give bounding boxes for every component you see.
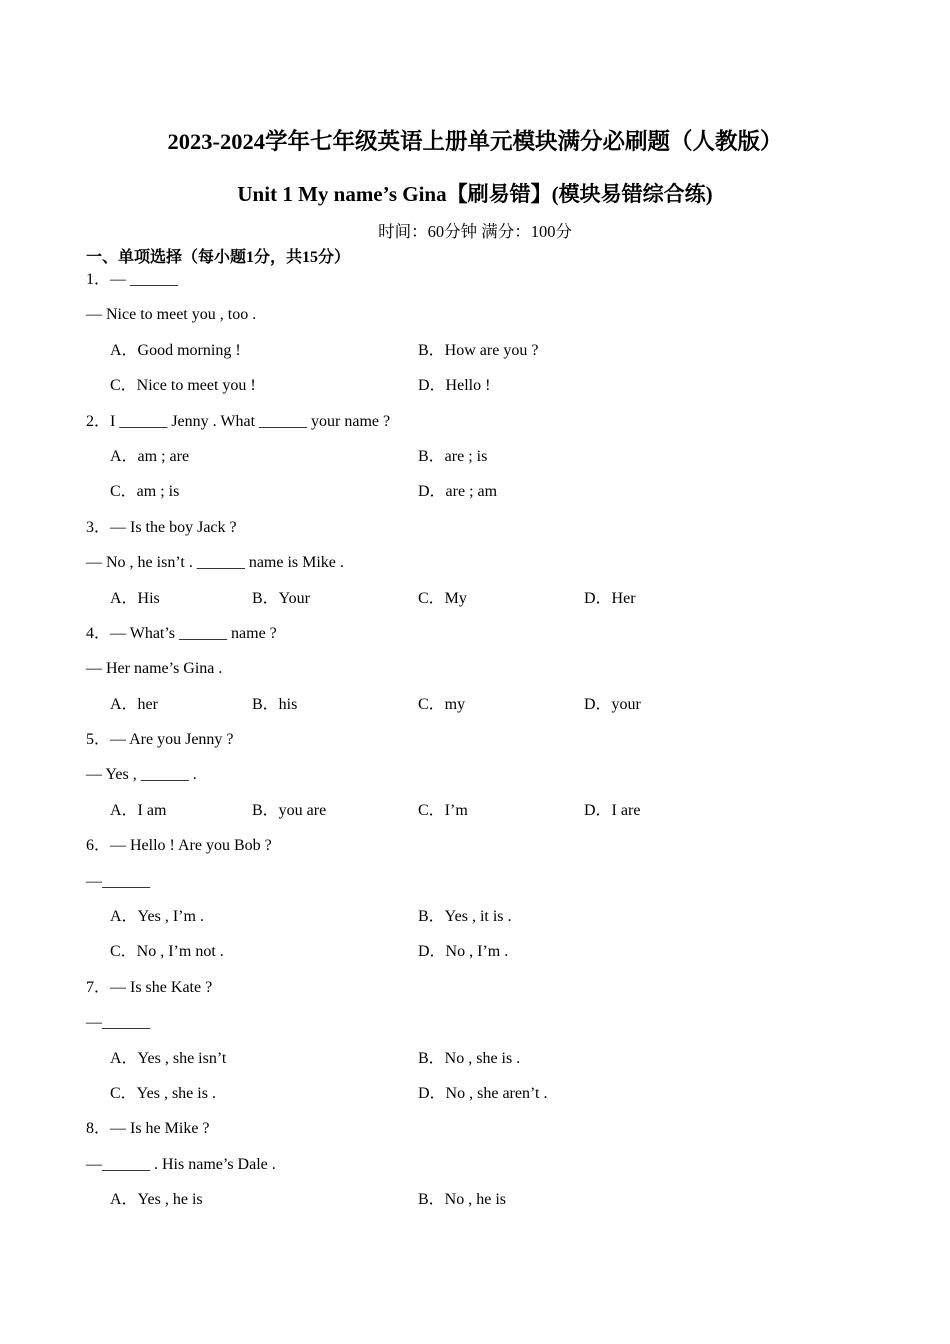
question-stem: 3．— Is the boy Jack ? — [86, 518, 237, 536]
option-row — [86, 1182, 886, 1217]
answer-option: B．his — [252, 695, 298, 713]
answer-option: A．am ; are — [110, 447, 190, 465]
answer-option: D．your — [584, 695, 641, 713]
answer-option: C．Nice to meet you ! — [110, 377, 256, 395]
section-title: 一、单项选择（每小题1分，共15分） — [86, 249, 351, 266]
answer-option: C．I’m — [418, 801, 468, 819]
option-row — [86, 1041, 886, 1076]
answer-option: A．I am — [110, 801, 167, 819]
question-2 — [86, 404, 886, 510]
document-subtitle: Unit 1 My name’s Gina【刷易错】(模块易错综合练) — [237, 182, 713, 206]
answer-option: C．My — [418, 589, 467, 607]
answer-option: B．you are — [252, 801, 327, 819]
question-stem: 7．— Is she Kate ? — [86, 978, 213, 996]
option-row — [86, 1076, 886, 1111]
question-list — [86, 262, 886, 1218]
question-stem: 6．— Hello ! Are you Bob ? — [86, 837, 272, 855]
option-row — [86, 474, 886, 509]
question-1 — [86, 262, 886, 404]
question-stem: 2．I ______ Jenny . What ______ your name ? — [86, 412, 391, 430]
answer-option: B．Yes , it is . — [418, 908, 512, 926]
answer-option: D．Her — [584, 589, 636, 607]
answer-option: A．His — [110, 589, 160, 607]
question-3 — [86, 510, 886, 616]
question-dialogue-line: — Nice to meet you , too . — [86, 306, 257, 324]
question-stem: 4．— What’s ______ name ? — [86, 624, 277, 642]
question-dialogue-line: — Yes , ______ . — [86, 766, 197, 784]
answer-option: D．Hello ! — [418, 377, 491, 395]
answer-option: B．No , she is . — [418, 1049, 521, 1067]
document-title: 2023-2024学年七年级英语上册单元模块满分必刷题（人教版） — [167, 129, 783, 154]
answer-option: B．How are you ? — [418, 341, 539, 359]
option-row — [86, 934, 886, 969]
question-dialogue-line: — No , he isn’t . ______ name is Mike . — [86, 554, 344, 572]
question-stem: 5．— Are you Jenny ? — [86, 731, 234, 749]
question-8 — [86, 1111, 886, 1217]
question-6 — [86, 828, 886, 970]
question-dialogue-line: —______ — [86, 872, 150, 890]
option-row — [86, 581, 886, 616]
answer-option: A．Yes , she isn’t — [110, 1049, 227, 1067]
question-stem: 8．— Is he Mike ? — [86, 1120, 210, 1138]
answer-option: A．Good morning ! — [110, 341, 241, 359]
answer-option: A．Yes , I’m . — [110, 908, 204, 926]
answer-option: C．am ; is — [110, 483, 180, 501]
option-row — [86, 333, 886, 368]
option-row — [86, 368, 886, 403]
answer-option: B．No , he is — [418, 1191, 507, 1209]
option-row — [86, 899, 886, 934]
answer-option: D．No , she aren’t . — [418, 1084, 548, 1102]
question-7 — [86, 970, 886, 1112]
answer-option: D．are ; am — [418, 483, 498, 501]
question-dialogue-line: — Her name’s Gina . — [86, 660, 223, 678]
question-dialogue-line: —______ — [86, 1014, 150, 1032]
exam-info: 时间：60分钟 满分：100分 — [378, 222, 572, 241]
answer-option: A．her — [110, 695, 158, 713]
question-dialogue-line: —______ . His name’s Dale . — [86, 1155, 276, 1173]
option-row — [86, 439, 886, 474]
answer-option: B．Your — [252, 589, 310, 607]
option-row — [86, 687, 886, 722]
answer-option: A．Yes , he is — [110, 1191, 203, 1209]
question-5 — [86, 722, 886, 828]
option-row — [86, 793, 886, 828]
answer-option: C．No , I’m not . — [110, 943, 224, 961]
answer-option: C．my — [418, 695, 466, 713]
answer-option: C．Yes , she is . — [110, 1084, 216, 1102]
answer-option: D．No , I’m . — [418, 943, 509, 961]
question-4 — [86, 616, 886, 722]
question-stem: 1．— ______ — [86, 271, 179, 288]
answer-option: D．I are — [584, 801, 641, 819]
answer-option: B．are ; is — [418, 447, 488, 465]
